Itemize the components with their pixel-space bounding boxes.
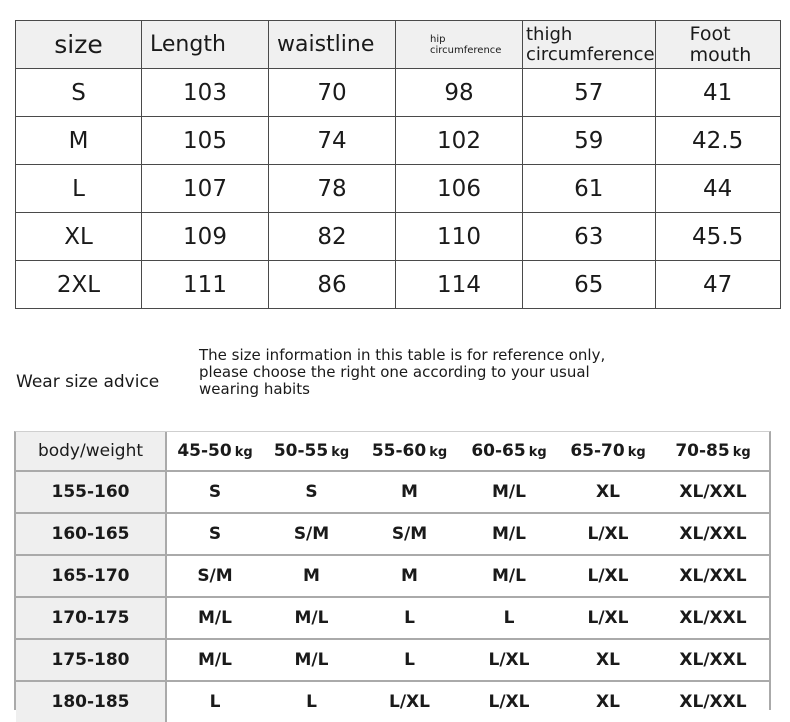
foot-cell: 47 [655, 261, 780, 309]
foot-cell: 45.5 [655, 213, 780, 261]
recommended-size-cell: L/XL [559, 597, 657, 639]
body-height-cell: 180-185 [16, 681, 166, 722]
recommended-size-cell: M/L [166, 597, 263, 639]
weight-unit: kg [732, 445, 751, 460]
hip-cell: 106 [396, 165, 523, 213]
recommended-size-cell: M/L [459, 555, 559, 597]
hip-cell: 110 [396, 213, 523, 261]
waistline-cell: 78 [269, 165, 396, 213]
header-hip-line2: circumference [430, 44, 502, 56]
waistline-cell: 74 [269, 117, 396, 165]
size-cell: 2XL [16, 261, 142, 309]
header-hip-line1: hip [430, 33, 446, 45]
recommended-size-cell: L [360, 639, 459, 681]
size-cell: XL [16, 213, 142, 261]
thigh-cell: 65 [523, 261, 656, 309]
recommended-size-cell: XL [559, 639, 657, 681]
length-cell: 103 [142, 69, 269, 117]
recommended-size-cell: L/XL [559, 555, 657, 597]
recommended-size-cell: L [360, 597, 459, 639]
weight-unit: kg [331, 445, 350, 460]
advice-note-line3: wearing habits [199, 380, 310, 398]
recommended-size-cell: S [166, 471, 263, 513]
length-cell: 111 [142, 261, 269, 309]
advice-note-line1: The size information in this table is for reference only, [199, 346, 606, 364]
recommended-size-cell: M/L [459, 513, 559, 555]
recommended-size-cell: XL [596, 692, 620, 712]
header-waistline: waistline [269, 21, 396, 69]
weight-unit: kg [528, 445, 547, 460]
header-thigh-line2: circumference [526, 43, 655, 65]
recommended-size-cell: M [263, 555, 360, 597]
header-length: Length [142, 21, 269, 69]
hip-cell: 114 [396, 261, 523, 309]
waistline-cell: 86 [269, 261, 396, 309]
recommended-size-cell: L/XL [559, 513, 657, 555]
thigh-cell: 61 [523, 165, 656, 213]
weight-unit: kg [429, 445, 448, 460]
recommended-size-cell: XL/XXL [657, 639, 769, 681]
recommended-size-cell: S/M [360, 513, 459, 555]
foot-cell: 42.5 [655, 117, 780, 165]
recommended-size-cell: XL/XXL [657, 513, 769, 555]
recommended-size-cell: M/L [166, 639, 263, 681]
header-weight-range [360, 432, 459, 471]
size-cell: L [16, 165, 142, 213]
waistline-cell: 82 [269, 213, 396, 261]
weight-row-165-170 [16, 555, 769, 597]
recommended-size-cell: S/M [263, 513, 360, 555]
recommended-size-cell: L/XL [488, 692, 530, 712]
weight-range-value: 70-85 [675, 441, 730, 461]
wear-size-advice-label: Wear size advice [16, 372, 160, 392]
weight-row-175-180 [16, 639, 769, 681]
foot-cell: 41 [655, 69, 780, 117]
length-cell: 105 [142, 117, 269, 165]
length-cell: 109 [142, 213, 269, 261]
weight-row-180-185 [16, 681, 769, 722]
recommended-size-cell: M [360, 555, 459, 597]
size-row-2xl [16, 261, 781, 309]
weight-row-160-165 [16, 513, 769, 555]
weight-range-value: 45-50 [177, 441, 232, 461]
recommended-size-cell: XL [559, 471, 657, 513]
thigh-cell: 63 [523, 213, 656, 261]
recommended-size-cell: S [263, 471, 360, 513]
size-row-xl [16, 213, 781, 261]
header-body-weight: body/weight [16, 432, 166, 471]
body-height-cell: 175-180 [16, 639, 166, 681]
header-weight-range [459, 432, 559, 471]
weight-unit: kg [627, 445, 646, 460]
header-thigh-circumference [523, 21, 656, 69]
header-weight-range [166, 432, 263, 471]
body-height-cell: 165-170 [16, 555, 166, 597]
weight-range-value: 50-55 [273, 441, 329, 461]
recommended-size-cell: L [306, 692, 317, 712]
recommended-size-cell: L [209, 692, 221, 712]
foot-cell: 44 [655, 165, 780, 213]
body-height-cell: 160-165 [16, 513, 166, 555]
body-height-cell: 155-160 [16, 471, 166, 513]
header-hip-circumference [396, 21, 523, 69]
size-cell: S [16, 69, 142, 117]
hip-cell: 102 [396, 117, 523, 165]
recommended-size-cell: S [166, 513, 263, 555]
recommended-size-cell: XL/XXL [657, 471, 769, 513]
recommended-size-cell: M/L [263, 639, 360, 681]
recommended-size-cell: XL/XXL [657, 555, 769, 597]
recommended-size-cell: L/XL [459, 639, 559, 681]
size-row-m [16, 117, 781, 165]
waistline-cell: 70 [269, 69, 396, 117]
weight-range-value: 65-70 [570, 441, 625, 461]
body-height-cell: 170-175 [16, 597, 166, 639]
recommended-size-cell: XL/XXL [679, 692, 747, 712]
header-thigh-line1: thigh [526, 23, 573, 45]
recommended-size-cell: M/L [263, 597, 360, 639]
size-chart-table [15, 20, 781, 309]
size-chart-header-row [16, 21, 781, 69]
length-cell: 107 [142, 165, 269, 213]
header-size: size [16, 21, 142, 69]
recommended-size-cell: M/L [459, 471, 559, 513]
header-foot-line2: mouth [689, 43, 752, 66]
header-weight-range [657, 432, 769, 471]
weight-unit: kg [234, 445, 253, 460]
size-cell: M [16, 117, 142, 165]
recommended-size-cell: L/XL [389, 692, 430, 712]
wear-size-advice-note [199, 347, 659, 398]
recommended-size-cell: M [360, 471, 459, 513]
thigh-cell: 57 [523, 69, 656, 117]
header-weight-range [263, 432, 360, 471]
hip-cell: 98 [396, 69, 523, 117]
header-weight-range [559, 432, 657, 471]
weight-range-value: 60-65 [471, 441, 526, 461]
weight-range-value: 55-60 [371, 441, 427, 461]
weight-row-155-160 [16, 471, 769, 513]
header-foot-mouth [655, 21, 780, 69]
header-foot-line1: Foot [689, 22, 731, 45]
weight-table-frame [14, 431, 771, 710]
recommended-size-cell: L [459, 597, 559, 639]
size-row-s [16, 69, 781, 117]
body-weight-table [16, 432, 769, 722]
thigh-cell: 59 [523, 117, 656, 165]
advice-note-line2: please choose the right one according to your usual [199, 363, 590, 381]
weight-row-170-175 [16, 597, 769, 639]
recommended-size-cell: XL/XXL [657, 597, 769, 639]
size-row-l [16, 165, 781, 213]
recommended-size-cell: S/M [166, 555, 263, 597]
weight-header-row [16, 432, 769, 471]
